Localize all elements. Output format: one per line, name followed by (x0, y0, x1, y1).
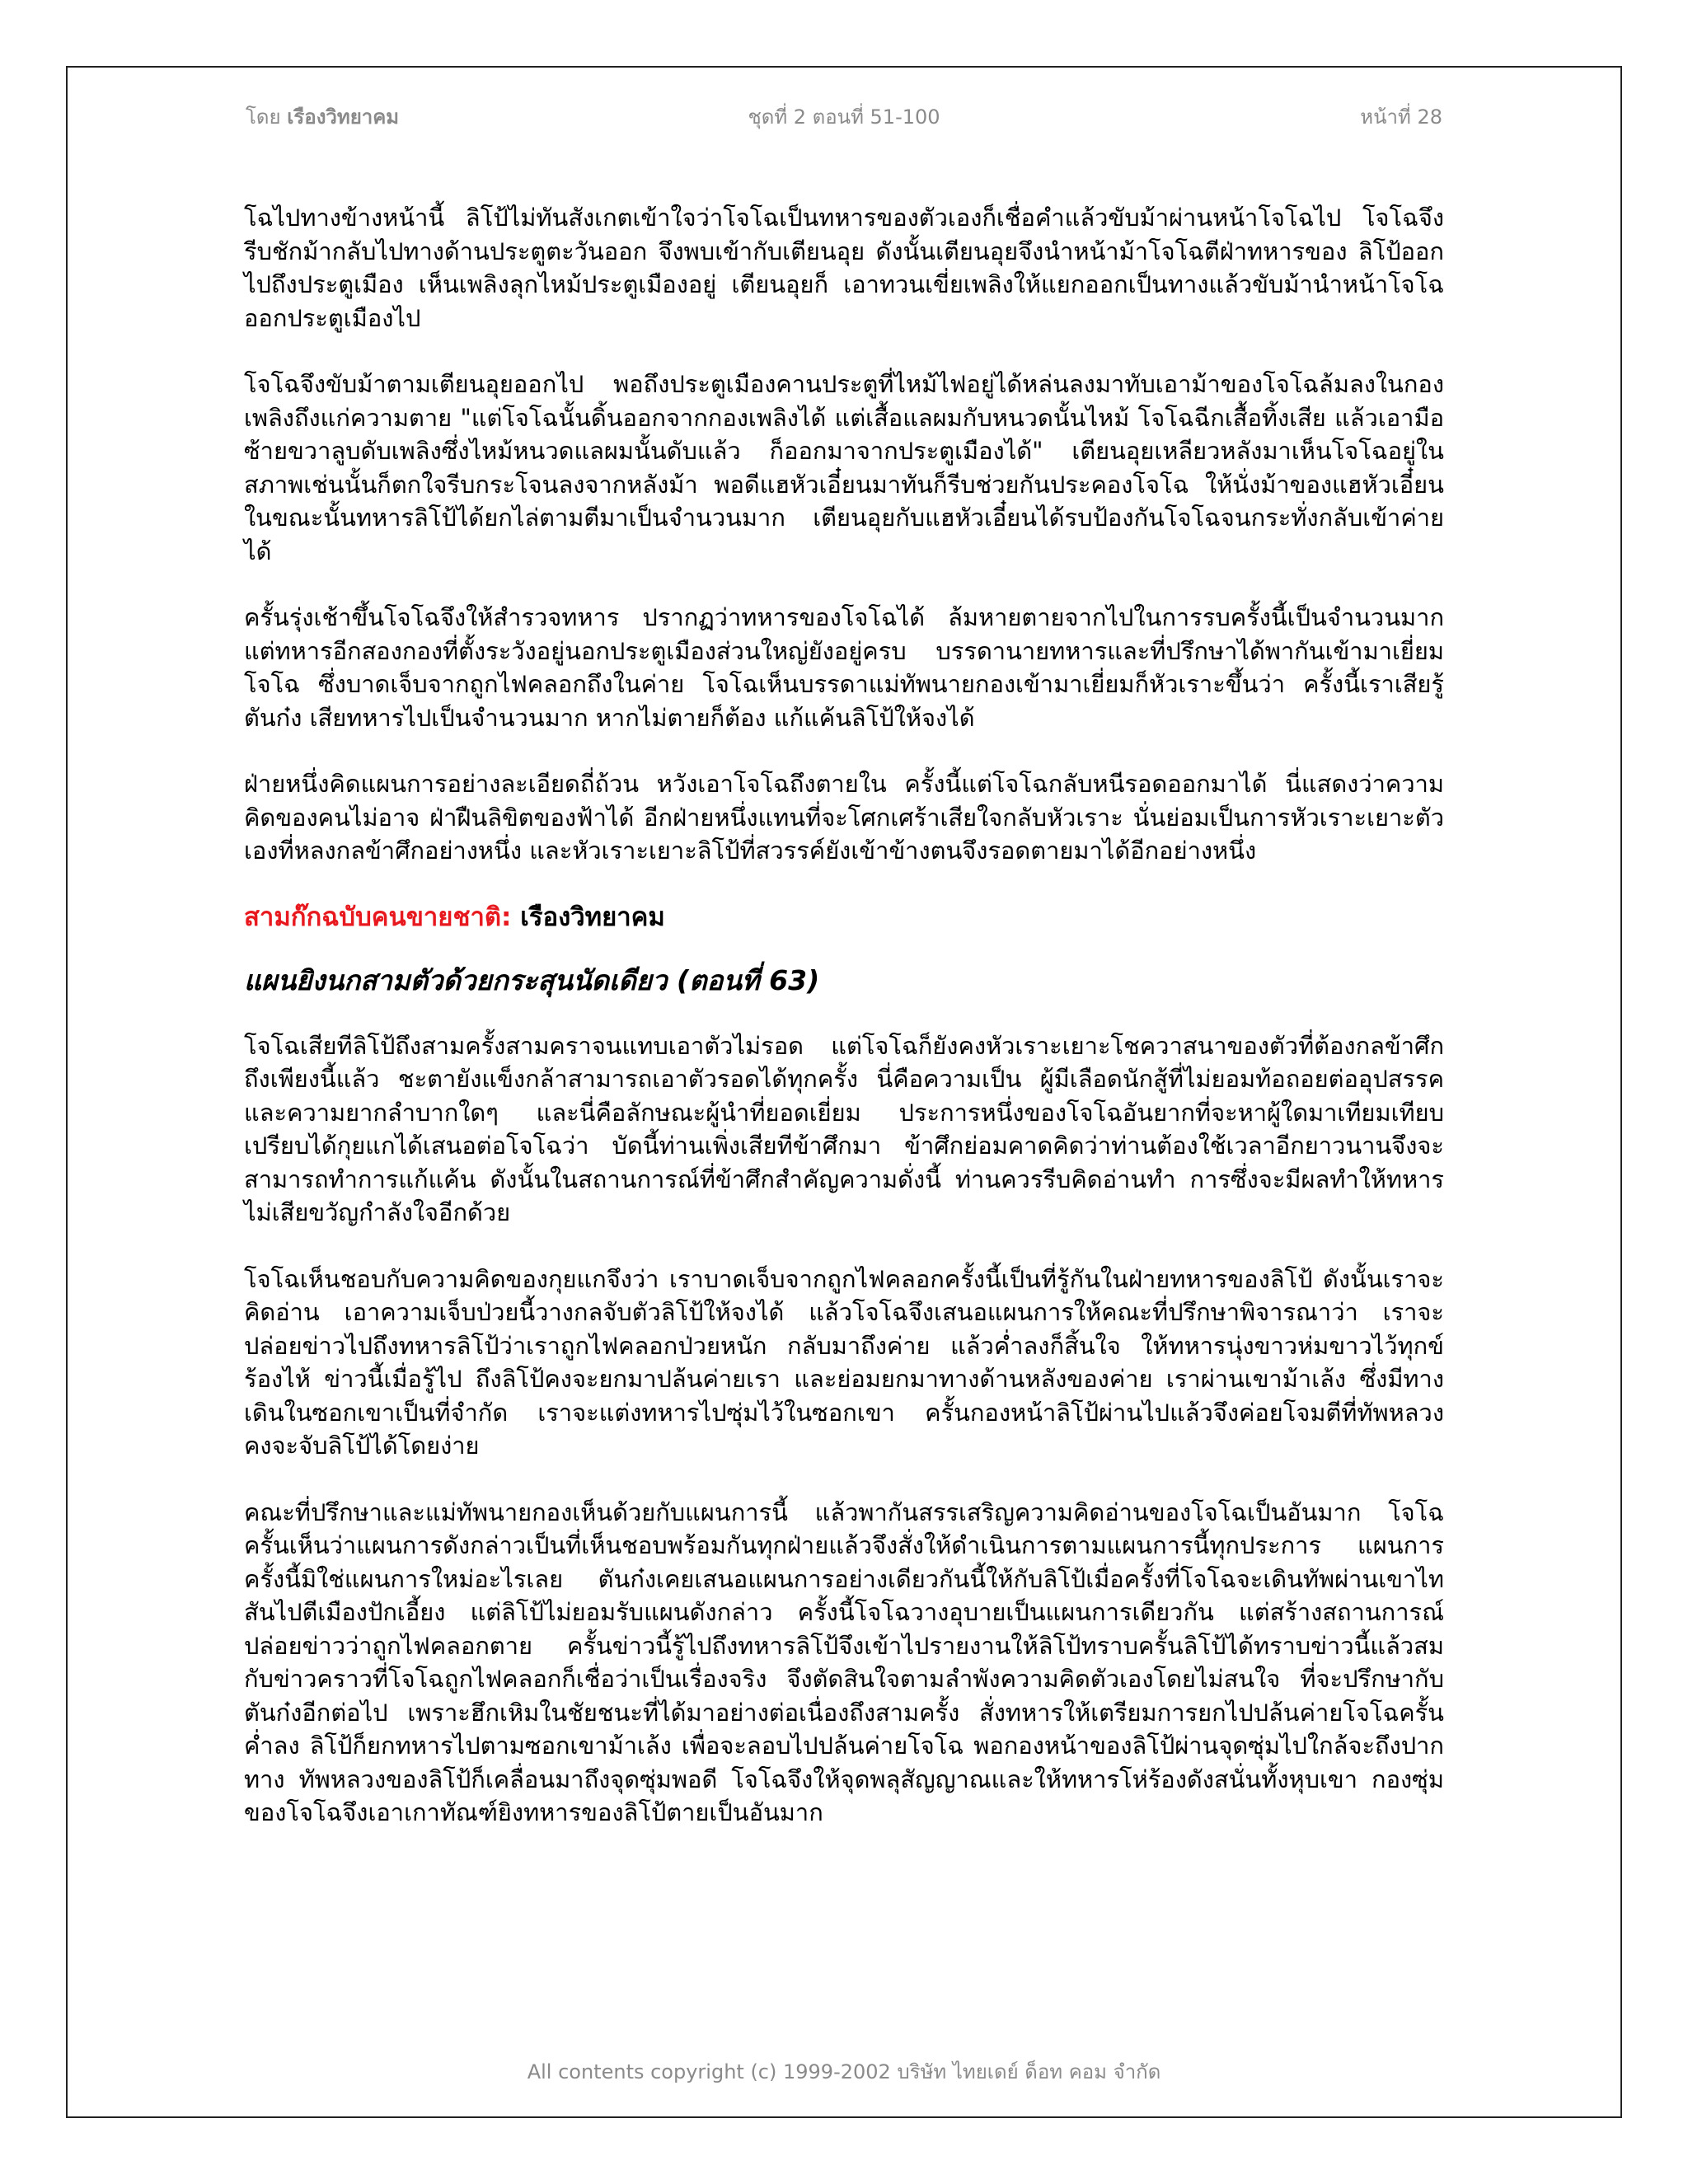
paragraph: โจโฉจึงขับม้าตามเตียนอุยออกไป พอถึงประตูเมืองคานประตูที่ไหม้ไฟอยู่ได้หล่นลงมาทับเอาม้าของโจโฉล้มลงในกองเพลิงถึงแก่ความตาย "แต่โจโฉนั้นดิ้นออกจากกองเพลิงได้ แต่เสื้อแลผมกับหนวดนั้นไหม้ โจโฉฉีกเสื้อทิ้งเสีย แล้วเอามือซ้ายขวาลูบดับเพลิงซึ่งไหม้หนวดแลผมนั้นดับแล้ว ก็ออกมาจากประตูเมืองได้" เตียนอุยเหลียวหลังมาเห็นโจโฉอยู่ในสภาพเช่นนั้นก็ตกใจรีบกระโจนลงจากหลังม้า พอดีแฮหัวเอี๋ยนมาทันก็รีบช่วยกันประคองโจโฉ ให้นั่งม้าของแฮหัวเอี๋ยน ในขณะนั้นทหารลิโป้ได้ยกไล่ตามตีมาเป็นจำนวนมาก เตียนอุยกับแฮหัวเอี๋ยนได้รบป้องกันโจโฉจนกระทั่งกลับเข้าค่ายได้ (244, 370, 1444, 565)
article-body (244, 201, 1444, 1863)
section-title (244, 901, 1444, 934)
episode-title: แผนยิงนกสามตัวด้วยกระสุนนัดเดียว (ตอนที่ 63) (244, 963, 820, 996)
paragraph: ครั้นรุ่งเช้าขึ้นโจโฉจึงให้สำรวจทหาร ปรากฏว่าทหารของโจโฉได้ ล้มหายตายจากไปในการรบครั้งนี้เป็นจำนวนมาก แต่ทหารอีกสองกองที่ตั้งระวังอยู่นอกประตูเมืองส่วนใหญ่ยังอยู่ครบ บรรดานายทหารและที่ปรึกษาได้พากันเข้ามาเยี่ยมโจโฉ ซึ่งบาดเจ็บจากถูกไฟคลอกถึงในค่าย โจโฉเห็นบรรดาแม่ทัพนายกองเข้ามาเยี่ยมก็หัวเราะขึ้นว่า ครั้งนี้เราเสียรู้ตันก๋ง เสียทหารไปเป็นจำนวนมาก หากไม่ตายก็ต้อง แก้แค้นลิโป้ให้จงได้ (244, 603, 1444, 732)
paragraph: โฉไปทางข้างหน้านี้ ลิโป้ไม่ทันสังเกตเข้าใจว่าโจโฉเป็นทหารของตัวเองก็เชื่อคำแล้วขับม้าผ่านหน้าโจโฉไป โจโฉจึงรีบชักม้ากลับไปทางด้านประตูตะวันออก จึงพบเข้ากับเตียนอุย ดังนั้นเตียนอุยจึงนำหน้าม้าโจโฉตีฝ่าทหารของ ลิโป้ออกไปถึงประตูเมือง เห็นเพลิงลุกไหม้ประตูเมืองอยู่ เตียนอุยก็ เอาทวนเขี่ยเพลิงให้แยกออกเป็นทางแล้วขับม้านำหน้าโจโฉออกประตูเมืองไป (244, 204, 1444, 332)
page-header (246, 101, 1442, 129)
header-author-name: เรืองวิทยาคม (287, 105, 400, 129)
header-page-number: หน้าที่ 28 (1360, 105, 1442, 129)
paragraph: โจโฉเสียทีลิโป้ถึงสามครั้งสามคราจนแทบเอาตัวไม่รอด แต่โจโฉก็ยังคงหัวเราะเยาะโชควาสนาของตัวที่ต้องกลข้าศึกถึงเพียงนี้แล้ว ชะตายังแข็งกล้าสามารถเอาตัวรอดได้ทุกครั้ง นี่คือความเป็น ผู้มีเลือดนักสู้ที่ไม่ยอมท้อถอยต่ออุปสรรคและความยากลำบากใดๆ และนี่คือลักษณะผู้นำที่ยอดเยี่ยม ประการหนึ่งของโจโฉอันยากที่จะหาผู้ใดมาเทียมเทียบเปรียบได้กุยแกได้เสนอต่อโจโฉว่า บัดนี้ท่านเพิ่งเสียทีข้าศึกมา ข้าศึกย่อมคาดคิดว่าท่านต้องใช้เวลาอีกยาวนานจึงจะสามารถทำการแก้แค้น ดังนั้นในสถานการณ์ที่ข้าศึกสำคัญความดั่งนี้ ท่านควรรีบคิดอ่านทำ การซึ่งจะมีผลทำให้ทหารไม่เสียขวัญกำลังใจอีกด้วย (244, 1031, 1444, 1226)
header-series: ชุดที่ 2 ตอนที่ 51-100 (748, 105, 940, 129)
paragraph: ฝ่ายหนึ่งคิดแผนการอย่างละเอียดถี่ถ้วน หวังเอาโจโฉถึงตายใน ครั้งนี้แต่โจโฉกลับหนีรอดออกมาได้ นี่แสดงว่าความคิดของคนไม่อาจ ฝ่าฝืนลิขิตของฟ้าได้ อีกฝ่ายหนึ่งแทนที่จะโศกเศร้าเสียใจกลับหัวเราะ นั่นย่อมเป็นการหัวเราะเยาะตัวเองที่หลงกลข้าศึกอย่างหนึ่ง และหัวเราะเยาะลิโป้ที่สวรรค์ยังเข้าข้างตนจึงรอดตายมาได้อีกอย่างหนึ่ง (244, 770, 1444, 865)
section-title-author: เรืองวิทยาคม (511, 902, 665, 932)
copyright-footer: All contents copyright (c) 1999-2002 บริษัท ไทยเดย์ ด็อท คอม จำกัด (527, 2060, 1161, 2083)
paragraph: คณะที่ปรึกษาและแม่ทัพนายกองเห็นด้วยกับแผนการนี้ แล้วพากันสรรเสริญความคิดอ่านของโจโฉเป็นอันมาก โจโฉครั้นเห็นว่าแผนการดังกล่าวเป็นที่เห็นชอบพร้อมกันทุกฝ่ายแล้วจึงสั่งให้ดำเนินการตามแผนการนี้ทุกประการ แผนการครั้งนี้มิใช่แผนการใหม่อะไรเลย ตันก๋งเคยเสนอแผนการอย่างเดียวกันนี้ให้กับลิโป้เมื่อครั้งที่โจโฉจะเดินทัพผ่านเขาไทสันไปตีเมืองปักเอี้ยง แต่ลิโป้ไม่ยอมรับแผนดังกล่าว ครั้งนี้โจโฉวางอุบายเป็นแผนการเดียวกัน แต่สร้างสถานการณ์ปล่อยข่าวว่าถูกไฟคลอกตาย ครั้นข่าวนี้รู้ไปถึงทหารลิโป้จึงเข้าไปรายงานให้ลิโป้ทราบครั้นลิโป้ได้ทราบข่าวนี้แล้วสมกับข่าวคราวที่โจโฉถูกไฟคลอกก็เชื่อว่าเป็นเรื่องจริง จึงตัดสินใจตามลำพังความคิดตัวเองโดยไม่สนใจ ที่จะปรึกษากับตันก๋งอีกต่อไป เพราะฮึกเหิมในชัยชนะที่ได้มาอย่างต่อเนื่องถึงสามครั้ง สั่งทหารให้เตรียมการยกไปปล้นค่ายโจโฉครั้นค่ำลง ลิโป้ก็ยกทหารไปตามซอกเขาม้าเล้ง เพื่อจะลอบไปปล้นค่ายโจโฉ พอกองหน้าของลิโป้ผ่านจุดซุ่มไปใกล้จะถึงปากทาง ทัพหลวงของลิโป้ก็เคลื่อนมาถึงจุดซุ่มพอดี โจโฉจึงให้จุดพลุสัญญาณและให้ทหารโห่ร้องดังสนั่นทั้งหุบเขา กองซุ่มของโจโฉจึงเอาเกาทัณฑ์ยิงทหารของลิโป้ตายเป็นอันมาก (244, 1497, 1444, 1826)
section-title-series: สามก๊กฉบับคนขายชาติ: (244, 902, 512, 932)
paragraph: โจโฉเห็นชอบกับความคิดของกุยแกจึงว่า เราบาดเจ็บจากถูกไฟคลอกครั้งนี้เป็นที่รู้กันในฝ่ายทหารของลิโป้ ดังนั้นเราจะคิดอ่าน เอาความเจ็บป่วยนี้วางกลจับตัวลิโป้ให้จงได้ แล้วโจโฉจึงเสนอแผนการให้คณะที่ปรึกษาพิจารณาว่า เราจะปล่อยข่าวไปถึงทหารลิโป้ว่าเราถูกไฟคลอกป่วยหนัก กลับมาถึงค่าย แล้วค่ำลงก็สิ้นใจ ให้ทหารนุ่งขาวห่มขาวไว้ทุกข์ร้องไห้ ข่าวนี้เมื่อรู้ไป ถึงลิโป้คงจะยกมาปล้นค่ายเรา และย่อมยกมาทางด้านหลังของค่าย เราผ่านเขาม้าเล้ง ซึ่งมีทางเดินในซอกเขาเป็นที่จำกัด เราจะแต่งทหารไปซุ่มไว้ในซอกเขา ครั้นกองหน้าลิโป้ผ่านไปแล้วจึงค่อยโจมตีที่ทัพหลวง คงจะจับลิโป้ได้โดยง่าย (244, 1264, 1444, 1460)
header-author-prefix: โดย (246, 105, 281, 129)
